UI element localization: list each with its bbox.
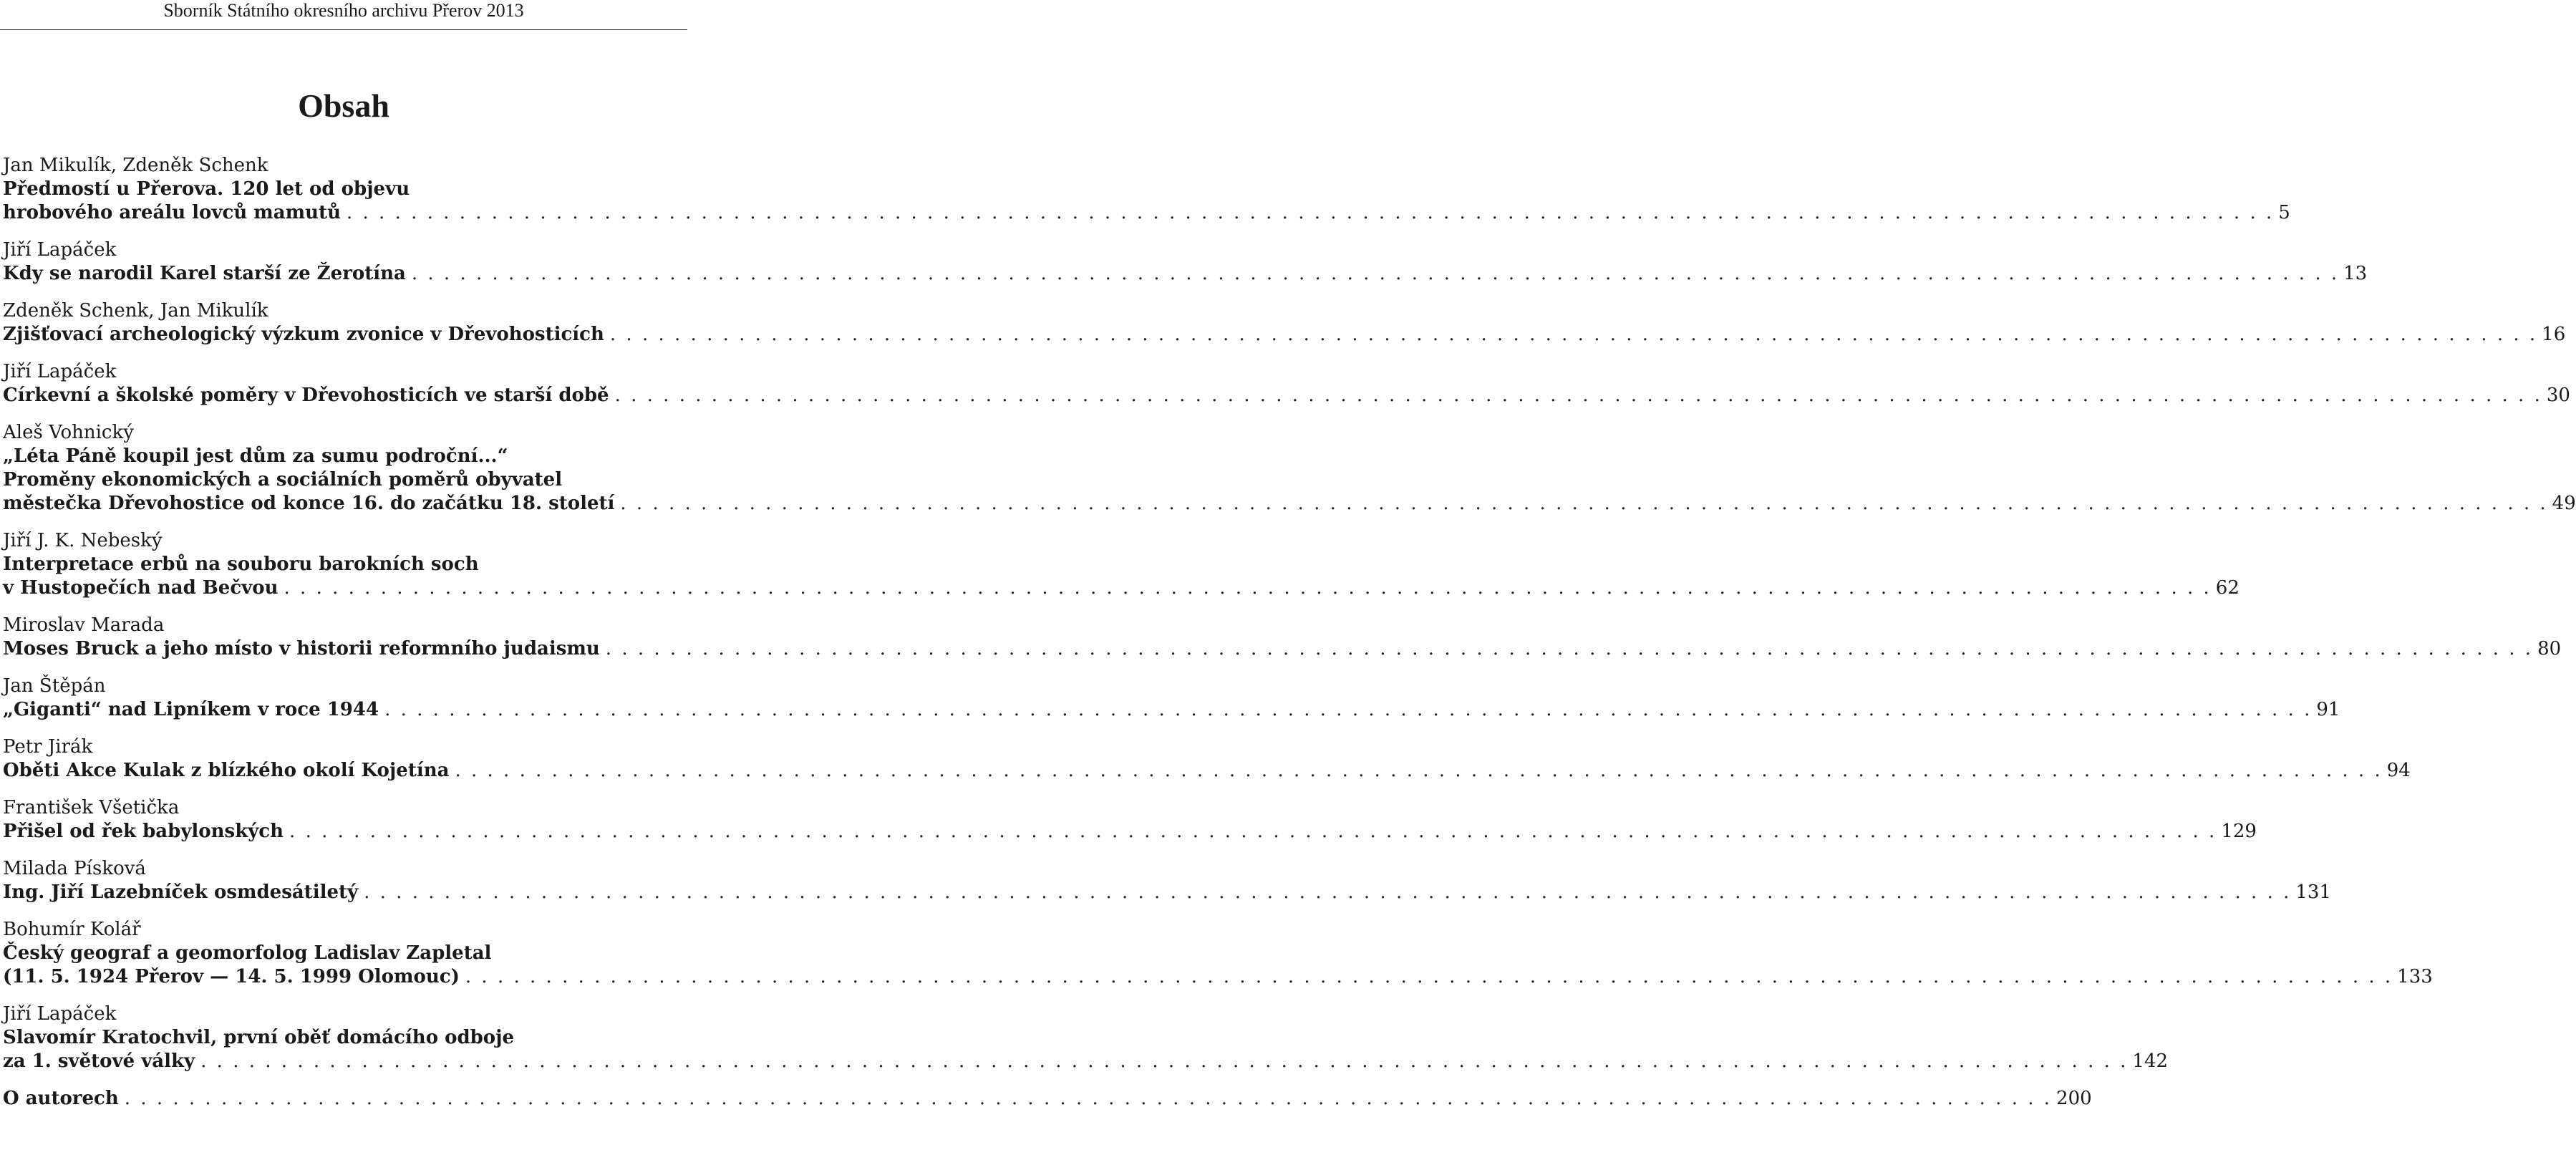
toc-entry-title-line: Český geograf a geomorfolog Ladislav Zapletal (3, 942, 492, 964)
toc-entry (3, 614, 2562, 661)
toc-entry-title-row (3, 262, 2368, 286)
toc-entry-page-number: 133 (2397, 966, 2433, 987)
toc-entry (3, 360, 2570, 407)
toc-entry-title-row (3, 759, 2411, 783)
toc-entry-title-line: „Léta Páně koupil jest dům za sumu področní...“ (3, 445, 508, 467)
dot-leader: . . . . . . . . . . . . . . . . . . . . . . . . . . . . . . . . . . . . . . . . . . . . . . . . . . . . . . . . . . . . . . . . . . . . . . . . . . . . . . . . . . . . . . . . . . . . . . . . . . . . . . . . . . . . . . . . . . . . . . . . (289, 821, 2217, 842)
toc-entry (3, 796, 2257, 844)
toc-entry (3, 1002, 2169, 1073)
toc-entry-page-number: 200 (2056, 1088, 2092, 1109)
toc-entry-title: Moses Bruck a jeho místo v historii reformního judaismu (3, 638, 600, 659)
dot-leader: . . . . . . . . . . . . . . . . . . . . . . . . . . . . . . . . . . . . . . . . . . . . . . . . . . . . . . . . . . . . . . . . . . . . . . . . . . . . . . . . . . . . . . . . . . . . . . . . . . . . . . . . . . . . . . . . . . . . . . . . (605, 638, 2534, 659)
dot-leader: . . . . . . . . . . . . . . . . . . . . . . . . . . . . . . . . . . . . . . . . . . . . . . . . . . . . . . . . . . . . . . . . . . . . . . . . . . . . . . . . . . . . . . . . . . . . . . . . . . . . . . . . . . . . . . . . . . . . . . . . (455, 760, 2383, 781)
toc-entry-title: hrobového areálu lovců mamutů (3, 202, 341, 223)
toc-entry-title-row (3, 881, 2332, 904)
toc-entry (3, 1087, 2092, 1111)
table-of-contents (3, 154, 2576, 1124)
toc-entry-page-number: 49 (2552, 493, 2576, 514)
toc-entry-title-row (3, 323, 2566, 347)
toc-entry-page-number: 131 (2295, 881, 2332, 903)
toc-entry-title-line: Proměny ekonomických a sociálních poměrů obyvatel (3, 469, 563, 491)
dot-leader: . . . . . . . . . . . . . . . . . . . . . . . . . . . . . . . . . . . . . . . . . . . . . . . . . . . . . . . . . . . . . . . . . . . . . . . . . . . . . . . . . . . . . . . . . . . . . . . . . . . . . . . . . . . . . . . . . . . . . . . . (284, 577, 2212, 599)
toc-entry-title-row (3, 637, 2562, 661)
dot-leader: . . . . . . . . . . . . . . . . . . . . . . . . . . . . . . . . . . . . . . . . . . . . . . . . . . . . . . . . . . . . . . . . . . . . . . . . . . . . . . . . . . . . . . . . . . . . . . . . . . . . . . . . . . . . . . . . . . . . . . . . (364, 881, 2292, 903)
dot-leader: . . . . . . . . . . . . . . . . . . . . . . . . . . . . . . . . . . . . . . . . . . . . . . . . . . . . . . . . . . . . . . . . . . . . . . . . . . . . . . . . . . . . . . . . . . . . . . . . . . . . . . . . . . . . . . . . . . . . . . . . (614, 385, 2542, 406)
toc-entry-title-row (3, 820, 2257, 844)
toc-entry-title-line: Předmostí u Přerova. 120 let od objevu (3, 178, 410, 200)
toc-entry-author: Bohumír Kolář (3, 919, 141, 940)
toc-entry-page-number: 94 (2386, 760, 2411, 781)
toc-entry-page-number: 16 (2542, 324, 2566, 345)
toc-entry-title: v Hustopečích nad Bečvou (3, 577, 279, 599)
toc-entry (3, 421, 2576, 516)
toc-entry (3, 238, 2368, 286)
toc-entry-title-row (3, 576, 2240, 600)
dot-leader: . . . . . . . . . . . . . . . . . . . . . . . . . . . . . . . . . . . . . . . . . . . . . . . . . . . . . . . . . . . . . . . . . . . . . . . . . . . . . . . . . . . . . . . . . . . . . . . . . . . . . . . . . . . . . . . . . . . . . . . . (384, 699, 2313, 720)
toc-entry-title-row (3, 201, 2290, 225)
toc-entry-title-row (3, 965, 2433, 989)
toc-entry-title-line: Interpretace erbů na souboru barokních soch (3, 554, 479, 575)
toc-entry-title: Kdy se narodil Karel starší ze Žerotína (3, 263, 406, 284)
toc-entry-title: O autorech (3, 1088, 119, 1109)
dot-leader: . . . . . . . . . . . . . . . . . . . . . . . . . . . . . . . . . . . . . . . . . . . . . . . . . . . . . . . . . . . . . . . . . . . . . . . . . . . . . . . . . . . . . . . . . . . . . . . . . . . . . . . . . . . . . . . . . . . . . . . . (620, 493, 2548, 514)
dot-leader: . . . . . . . . . . . . . . . . . . . . . . . . . . . . . . . . . . . . . . . . . . . . . . . . . . . . . . . . . . . . . . . . . . . . . . . . . . . . . . . . . . . . . . . . . . . . . . . . . . . . . . . . . . . . . . . . . . . . . . . . (411, 263, 2340, 284)
toc-entry-author: Jiří J. K. Nebeský (3, 530, 163, 551)
toc-entry-title: Ing. Jiří Lazebníček osmdesátiletý (3, 881, 359, 903)
toc-entry-title: Přišel od řek babylonských (3, 821, 284, 842)
page-title: Obsah (298, 87, 389, 124)
toc-entry-author: Jan Mikulík, Zdeněk Schenk (3, 155, 268, 176)
toc-entry-page-number: 129 (2221, 821, 2257, 842)
toc-entry-page-number: 5 (2278, 202, 2290, 223)
toc-entry-title: (11. 5. 1924 Přerov — 14. 5. 1999 Olomouc) (3, 966, 460, 987)
toc-entry-title-row (3, 698, 2340, 722)
toc-entry (3, 857, 2332, 904)
toc-entry (3, 735, 2411, 783)
dot-leader: . . . . . . . . . . . . . . . . . . . . . . . . . . . . . . . . . . . . . . . . . . . . . . . . . . . . . . . . . . . . . . . . . . . . . . . . . . . . . . . . . . . . . . . . . . . . . . . . . . . . . . . . . . . . . . . . . . . . . . . . (465, 966, 2393, 987)
toc-entry-page-number: 80 (2537, 638, 2562, 659)
toc-entry (3, 675, 2340, 722)
toc-entry-author: Jan Štěpán (3, 675, 106, 697)
toc-entry (3, 529, 2240, 600)
toc-entry-author: Jiří Lapáček (3, 361, 117, 382)
toc-entry-author: Aleš Vohnický (3, 422, 134, 443)
toc-entry (3, 918, 2433, 989)
toc-entry-title-row (3, 1050, 2169, 1073)
toc-entry-title-row (3, 1087, 2092, 1111)
toc-entry-page-number: 62 (2215, 577, 2240, 599)
toc-entry-title-row (3, 492, 2576, 516)
toc-entry-title: Církevní a školské poměry v Dřevohosticích ve starší době (3, 385, 609, 406)
toc-entry-page-number: 91 (2316, 699, 2340, 720)
toc-entry-title: Oběti Akce Kulak z blízkého okolí Kojetína (3, 760, 450, 781)
toc-entry (3, 154, 2290, 225)
running-header-title: Sborník Státního okresního archivu Přerov 2013 (163, 0, 524, 21)
toc-entry-author: Jiří Lapáček (3, 1003, 117, 1025)
toc-entry-title: Zjišťovací archeologický výzkum zvonice v Dřevohosticích (3, 324, 604, 345)
toc-entry-author: Milada Písková (3, 858, 146, 879)
toc-entry-page-number: 13 (2343, 263, 2368, 284)
toc-entry-page-number: 30 (2546, 385, 2570, 406)
dot-leader: . . . . . . . . . . . . . . . . . . . . . . . . . . . . . . . . . . . . . . . . . . . . . . . . . . . . . . . . . . . . . . . . . . . . . . . . . . . . . . . . . . . . . . . . . . . . . . . . . . . . . . . . . . . . . . . . . . . . . . . . (346, 202, 2275, 223)
toc-entry-author: František Všetička (3, 797, 180, 818)
dot-leader: . . . . . . . . . . . . . . . . . . . . . . . . . . . . . . . . . . . . . . . . . . . . . . . . . . . . . . . . . . . . . . . . . . . . . . . . . . . . . . . . . . . . . . . . . . . . . . . . . . . . . . . . . . . . . . . . . . . . . . . . (124, 1088, 2053, 1109)
toc-entry-author: Zdeněk Schenk, Jan Mikulík (3, 300, 268, 322)
toc-entry-title: městečka Dřevohostice od konce 16. do začátku 18. století (3, 493, 615, 514)
toc-entry-author: Petr Jirák (3, 736, 93, 758)
dot-leader: . . . . . . . . . . . . . . . . . . . . . . . . . . . . . . . . . . . . . . . . . . . . . . . . . . . . . . . . . . . . . . . . . . . . . . . . . . . . . . . . . . . . . . . . . . . . . . . . . . . . . . . . . . . . . . . . . . . . . . . . (609, 324, 2538, 345)
toc-entry-title: za 1. světové války (3, 1050, 195, 1072)
toc-entry (3, 299, 2566, 347)
toc-entry-author: Jiří Lapáček (3, 239, 117, 261)
running-header (0, 0, 687, 30)
toc-entry-title-line: Slavomír Kratochvil, první oběť domácího odboje (3, 1027, 515, 1048)
dot-leader: . . . . . . . . . . . . . . . . . . . . . . . . . . . . . . . . . . . . . . . . . . . . . . . . . . . . . . . . . . . . . . . . . . . . . . . . . . . . . . . . . . . . . . . . . . . . . . . . . . . . . . . . . . . . . . . . . . . . . . . . (200, 1050, 2129, 1072)
toc-entry-author: Miroslav Marada (3, 614, 165, 636)
toc-entry-title-row (3, 384, 2570, 407)
toc-entry-page-number: 142 (2132, 1050, 2169, 1072)
toc-entry-title: „Giganti“ nad Lipníkem v roce 1944 (3, 699, 379, 720)
